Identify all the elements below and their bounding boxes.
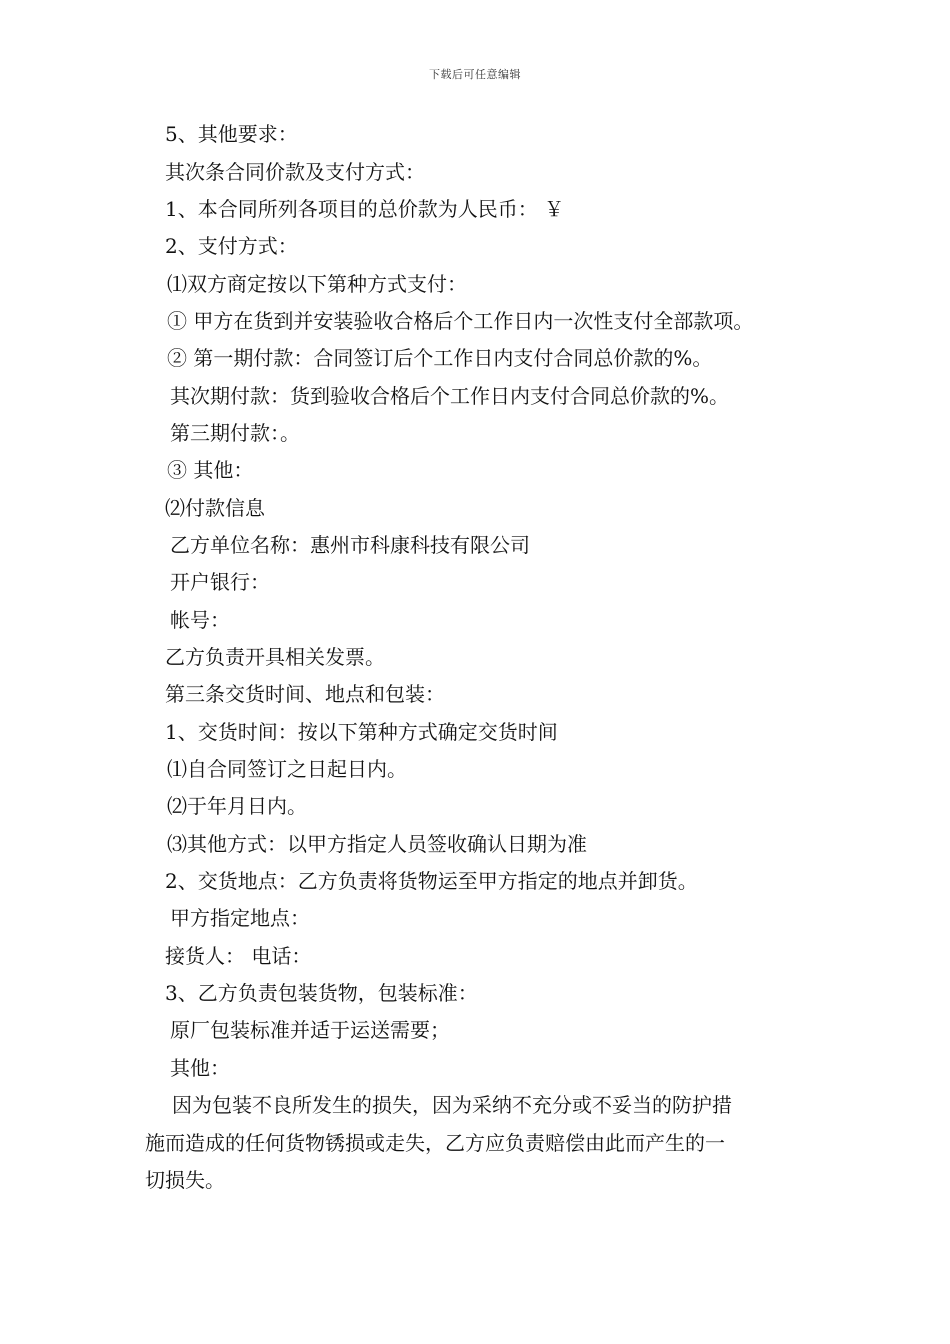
text-line: 开户银行：: [170, 570, 270, 594]
text-line: 因为包装不良所发生的损失，因为采纳不充分或不妥当的防护措: [172, 1093, 732, 1117]
text-line: 其次期付款：货到验收合格后个工作日内支付合同总价款的%。: [170, 384, 730, 408]
text-line: 切损失。: [145, 1168, 225, 1192]
text-line: 1、本合同所列各项目的总价款为人民币： ￥: [165, 197, 565, 221]
text-line: 甲方指定地点：: [170, 906, 310, 930]
text-line: ③ 其他：: [167, 458, 254, 482]
text-line: 3、乙方负责包装货物，包装标准：: [165, 981, 478, 1005]
text-line: 第三期付款：。: [170, 421, 300, 445]
text-line: ⑶其他方式：以甲方指定人员签收确认日期为准: [167, 832, 587, 856]
text-line: 乙方单位名称：惠州市科康科技有限公司: [170, 533, 530, 557]
text-line: 5、其他要求：: [165, 122, 298, 146]
text-line: 接货人： 电话：: [165, 944, 312, 968]
text-line: 施而造成的任何货物锈损或走失，乙方应负责赔偿由此而产生的一: [145, 1131, 725, 1155]
text-line: 原厂包装标准并适于运送需要；: [170, 1018, 450, 1042]
text-line: 帐号：: [170, 608, 230, 632]
page-header: 下载后可任意编辑: [429, 68, 521, 81]
text-line: 2、交货地点：乙方负责将货物运至甲方指定的地点并卸货。: [165, 869, 698, 893]
text-line: ① 甲方在货到并安装验收合格后个工作日内一次性支付全部款项。: [167, 309, 754, 333]
text-line: ② 第一期付款：合同签订后个工作日内支付合同总价款的%。: [167, 346, 713, 370]
text-line: 第三条交货时间、地点和包装：: [165, 682, 445, 706]
text-line: 1、交货时间：按以下第种方式确定交货时间: [165, 720, 558, 744]
text-line: ⑴双方商定按以下第种方式支付：: [167, 272, 467, 296]
text-line: 其次条合同价款及支付方式：: [165, 160, 425, 184]
text-line: ⑵付款信息: [165, 496, 265, 520]
text-line: ⑵于年月日内。: [167, 794, 307, 818]
text-line: 其他：: [170, 1056, 230, 1080]
text-line: 2、支付方式：: [165, 234, 298, 258]
text-line: ⑴自合同签订之日起日内。: [167, 757, 407, 781]
text-line: 乙方负责开具相关发票。: [165, 645, 385, 669]
